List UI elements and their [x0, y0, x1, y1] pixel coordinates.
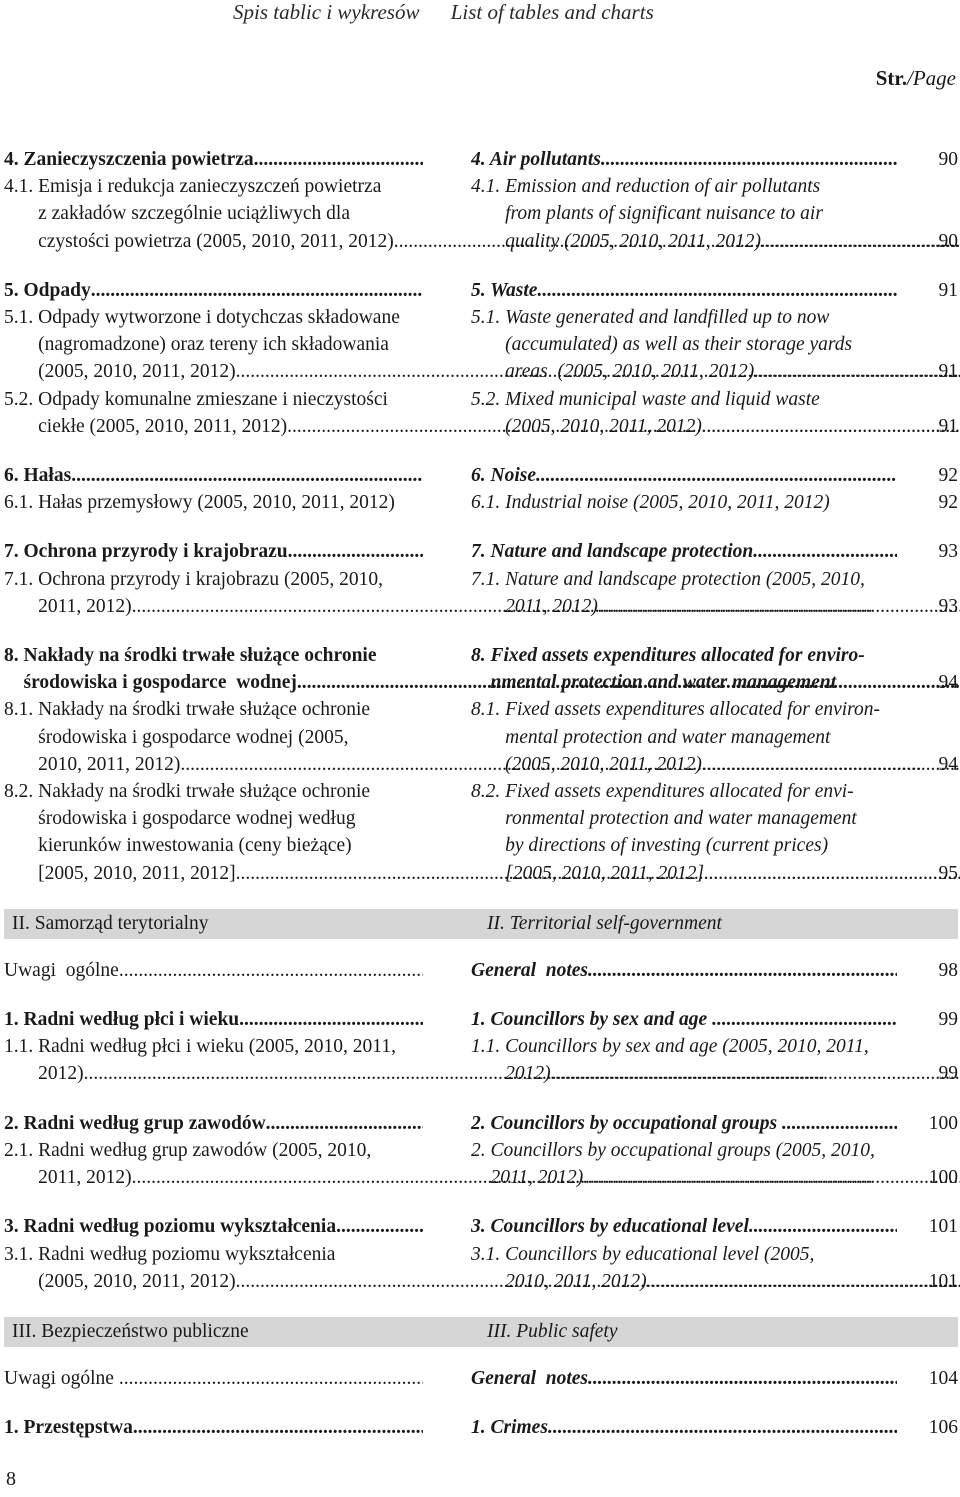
en-line: mental protection and water management: [505, 726, 831, 748]
toc-general: [4, 957, 958, 984]
pl-line: Odpady komunalne zmieszane i nieczystości: [38, 388, 388, 410]
en-col: [471, 277, 897, 304]
toc-section: [4, 538, 958, 620]
pl-entry: 6.1. Hałas przemysłowy (2005, 2010, 2011, 2012): [4, 489, 423, 516]
pl-line: Nakłady na środki trwałe służące ochronie: [23, 645, 377, 667]
en-line: Councillors by occupational groups (2005, 2010,: [490, 1139, 875, 1161]
page-ref: 100: [928, 1112, 958, 1134]
en-col: [471, 1414, 897, 1441]
en-heading: 4. Air pollutants .....: [471, 146, 897, 173]
toc-heading: [4, 538, 958, 565]
en-entry: 6.1. Industrial noise (2005, 2010, 2011, 2012): [471, 489, 897, 516]
pl-col: [4, 642, 423, 696]
pl-col: [4, 1137, 423, 1191]
toc-section: [4, 277, 958, 440]
toc-item: [4, 304, 958, 386]
en-line: 2011, 2012) .....: [505, 593, 960, 620]
part-band-2: II. Samorząd terytorialny II. Territorial self-government: [4, 909, 958, 939]
en-heading: 1. Crimes .....: [471, 1414, 897, 1441]
toc-section: [4, 1110, 958, 1192]
en-line: Fixed assets expenditures allocated for environ-: [505, 699, 881, 721]
en-col: [471, 1241, 897, 1295]
pl-entry: 4.1. Emisja i redukcja zanieczyszczeń powietrza z zakładów szczególnie uciążliwych dla czystości powietrza (2005, 2010, 2011, 2012) .....: [4, 173, 423, 255]
en-line: 2011, 2012) .....: [491, 1164, 960, 1191]
en-line: (accumulated) as well as their storage yards: [505, 334, 853, 356]
pl-col: [4, 304, 423, 386]
en-line: nmental protection and water management: [490, 672, 837, 694]
pl-col: [4, 277, 423, 304]
toc-heading: [4, 1006, 958, 1033]
pl-line: 2011, 2012) .....: [38, 1164, 873, 1191]
en-col: [471, 1137, 897, 1191]
en-col: [471, 1365, 897, 1392]
en-col: [471, 566, 897, 620]
en-col: [471, 1110, 897, 1137]
en-entry: 4.1. Emission and reduction of air pollutants from plants of significant nuisance to air quality (2005, 2010, 2011, 2012) .....: [471, 173, 897, 255]
en-line: Industrial noise (2005, 2010, 2011, 2012): [505, 492, 830, 514]
pl-line: z zakładów szczególnie uciążliwych dla: [38, 203, 350, 225]
page-ref: 91: [938, 415, 958, 437]
en-entry: 3.1. Councillors by educational level (2005, 2010, 2011, 2012) .....: [471, 1241, 897, 1295]
pl-entry: 1.1. Radni według płci i wieku (2005, 2010, 2011, 2012) .....: [4, 1033, 423, 1087]
en-line: Mixed municipal waste and liquid waste: [505, 388, 820, 410]
pl-col: [4, 538, 423, 565]
pl-line: Nakłady na środki trwałe służące ochronie: [38, 781, 371, 803]
toc-section: [4, 1213, 958, 1295]
pl-line: Odpady wytworzone i dotychczas składowane: [38, 307, 400, 329]
pl-col: [4, 1006, 423, 1033]
pl-col: [4, 566, 423, 620]
en-general: General notes .....: [471, 957, 897, 984]
en-heading: 5. Waste .....: [471, 277, 897, 304]
toc-section: [4, 1414, 958, 1441]
en-line: from plants of significant nuisance to air: [505, 203, 823, 225]
en-general: General notes .....: [471, 1365, 897, 1392]
pl-col: [4, 696, 423, 778]
en-col: [471, 1006, 897, 1033]
toc-heading: [4, 1213, 958, 1240]
en-heading: 7. Nature and landscape protection .....: [471, 538, 897, 565]
page-ref: 90: [938, 230, 958, 252]
pl-col: [4, 957, 423, 984]
pl-heading: 1. Przestępstwa .....: [4, 1414, 423, 1441]
toc-item: [4, 386, 958, 440]
pl-line: Hałas przemysłowy (2005, 2010, 2011, 2012): [38, 492, 395, 514]
pl-col: [4, 173, 423, 255]
en-col: [471, 462, 897, 489]
page-ref: 95: [938, 862, 958, 884]
en-line: (2005, 2010, 2011, 2012) .....: [505, 751, 960, 778]
en-line: Fixed assets expenditures allocated for envi-: [505, 781, 854, 803]
page-ref: 91: [938, 279, 958, 301]
toc-item: [4, 1137, 958, 1191]
toc-section: [4, 462, 958, 516]
en-line: [2005, 2010, 2011, 2012] .....: [505, 860, 960, 887]
page-ref: 94: [938, 672, 958, 694]
page-ref: 90: [938, 149, 958, 170]
pl-line: Radni według grup zawodów (2005, 2010,: [38, 1139, 372, 1161]
en-heading: 2. Councillors by occupational groups .....: [471, 1110, 897, 1137]
pl-general: Uwagi ogólne .....: [4, 957, 423, 984]
en-col: [471, 386, 897, 440]
pl-entry: 7.1. Ochrona przyrody i krajobrazu (2005, 2010, 2011, 2012) .....: [4, 566, 423, 620]
page-ref: 98: [938, 959, 958, 981]
header-english: List of tables and charts: [450, 0, 654, 24]
page-ref: 100: [928, 1167, 958, 1189]
toc-item: [4, 778, 958, 887]
pl-entry: 8.1. Nakłady na środki trwałe służące ochronie środowiska i gospodarce wodnej (2005, 2010, 2011, 2012) .....: [4, 696, 423, 778]
en-entry: 7.1. Nature and landscape protection (2005, 2010, 2011, 2012) .....: [471, 566, 897, 620]
page-ref: 93: [938, 541, 958, 563]
en-entry: 1.1. Councillors by sex and age (2005, 2010, 2011, 2012) .....: [471, 1033, 897, 1087]
toc-item: [4, 1241, 958, 1295]
pl-col: [4, 1110, 423, 1137]
pl-line: kierunków inwestowania (ceny bieżące): [38, 835, 352, 857]
pl-col: [4, 1241, 423, 1295]
toc-heading: [4, 146, 958, 173]
toc-item: [4, 489, 958, 516]
pl-line: środowiska i gospodarce wodnej (2005,: [38, 726, 349, 748]
en-line: Emission and reduction of air pollutants: [505, 176, 821, 198]
en-heading: 1. Councillors by sex and age .....: [471, 1006, 897, 1033]
pl-col: [4, 1033, 423, 1087]
toc-section: [4, 1365, 958, 1392]
pl-col: [4, 1414, 423, 1441]
pl-heading: 7. Ochrona przyrody i krajobrazu .....: [4, 538, 423, 565]
toc-general: [4, 1365, 958, 1392]
pl-heading: 4. Zanieczyszczenia powietrza .....: [4, 146, 423, 173]
toc-item: [4, 173, 958, 255]
page-ref: 91: [938, 361, 958, 383]
toc-section: [4, 146, 958, 255]
pl-heading: 5. Odpady .....: [4, 277, 423, 304]
pl-general: Uwagi ogólne .....: [4, 1365, 423, 1392]
toc-section: [4, 957, 958, 984]
pl-line: czystości powietrza (2005, 2010, 2011, 2012) .....: [38, 228, 960, 255]
pl-entry: 5.1. Odpady wytworzone i dotychczas składowane (nagromadzone) oraz tereny ich składowania (2005, 2010, 2011, 2012) .....: [4, 304, 423, 386]
pl-entry: 3.1. Radni według poziomu wykształcenia (2005, 2010, 2011, 2012) .....: [4, 1241, 423, 1295]
toc-item: [4, 566, 958, 620]
en-heading: 6. Noise .....: [471, 462, 897, 489]
page-ref: 99: [938, 1063, 958, 1085]
part-band-3: III. Bezpieczeństwo publiczne III. Public safety: [4, 1317, 958, 1347]
en-entry: 8.1. Fixed assets expenditures allocated for environ- mental protection and water management (2005, 2010, 2011, 2012) .....: [471, 696, 897, 778]
toc-heading: [4, 277, 958, 304]
en-col: [471, 696, 897, 778]
en-line: quality (2005, 2010, 2011, 2012) .....: [505, 228, 960, 255]
toc-heading: [4, 462, 958, 489]
en-col: [471, 538, 897, 565]
en-col: [471, 1213, 897, 1240]
en-entry: 8.2. Fixed assets expenditures allocated for envi- ronmental protection and water management by directions of investing (current prices) [2005, 2010, 2011, 2012] .....: [471, 778, 897, 887]
toc-section: [4, 1006, 958, 1088]
pl-line: środowiska i gospodarce wodnej według: [38, 808, 356, 830]
pl-heading: 2. Radni według grup zawodów .....: [4, 1110, 423, 1137]
pl-line: (2005, 2010, 2011, 2012) .....: [38, 1268, 960, 1295]
pl-line: Nakłady na środki trwałe służące ochronie: [38, 699, 371, 721]
toc-section: [4, 642, 958, 887]
en-line: Nature and landscape protection (2005, 2010,: [505, 568, 865, 590]
en-col: [471, 304, 897, 386]
en-heading: 3. Councillors by educational level .....: [471, 1213, 897, 1240]
pl-line: Radni według płci i wieku (2005, 2010, 2011,: [38, 1036, 396, 1058]
header-polish: Spis tablic i wykresów: [233, 0, 420, 24]
page-ref: 101: [928, 1216, 958, 1238]
en-line: areas (2005, 2010, 2011, 2012) .....: [505, 358, 960, 385]
pl-entry: 5.2. Odpady komunalne zmieszane i nieczystości ciekłe (2005, 2010, 2011, 2012) .....: [4, 386, 423, 440]
pl-col: [4, 146, 423, 173]
en-line: by directions of investing (current prices): [505, 835, 829, 857]
toc-heading: [4, 642, 958, 696]
page-ref: 92: [938, 492, 958, 514]
pl-line: 2010, 2011, 2012) .....: [38, 751, 921, 778]
pl-col: [4, 1365, 423, 1392]
en-line: Councillors by sex and age (2005, 2010, 2011,: [505, 1036, 869, 1058]
en-entry: 2. Councillors by occupational groups (2005, 2010, 2011, 2012) .....: [471, 1137, 897, 1191]
page-ref: 93: [938, 595, 958, 617]
page-ref: 106: [928, 1417, 958, 1439]
en-col: [471, 1033, 897, 1087]
pl-heading: 1. Radni według płci i wieku .....: [4, 1006, 423, 1033]
en-line: 2010, 2011, 2012) .....: [505, 1268, 960, 1295]
page-ref: 92: [938, 465, 958, 487]
en-col: [471, 173, 897, 255]
en-col: [471, 778, 897, 887]
pl-line: ciekłe (2005, 2010, 2011, 2012) .....: [38, 413, 960, 440]
en-col: [471, 957, 897, 984]
pl-col: [4, 489, 423, 516]
running-header: [233, 0, 680, 25]
pl-col: [4, 1213, 423, 1240]
en-entry: 8. Fixed assets expenditures allocated for enviro- nmental protection and water management: [471, 642, 897, 696]
pl-line: [2005, 2010, 2011, 2012] .....: [38, 860, 960, 887]
en-line: ronmental protection and water management: [505, 808, 857, 830]
page-ref: 94: [938, 753, 958, 775]
toc-heading: [4, 1414, 958, 1441]
toc-heading: [4, 1110, 958, 1137]
pl-col: [4, 778, 423, 887]
pl-line: Ochrona przyrody i krajobrazu (2005, 2010,: [38, 568, 384, 590]
pl-line: (2005, 2010, 2011, 2012) .....: [38, 358, 960, 385]
pl-line: Radni według poziomu wykształcenia: [38, 1243, 336, 1265]
en-col: [471, 146, 897, 173]
en-entry: 5.1. Waste generated and landfilled up to now (accumulated) as well as their storage yards areas (2005, 2010, 2011, 2012) .....: [471, 304, 897, 386]
pl-entry: 8. Nakłady na środki trwałe służące ochronie środowiska i gospodarce wodnej .....: [4, 642, 423, 696]
page-ref: 99: [938, 1009, 958, 1031]
page-number: 8: [6, 1468, 16, 1490]
table-of-contents: [4, 146, 958, 1463]
page-ref: 104: [928, 1367, 958, 1389]
pl-line: 2012) .....: [38, 1060, 825, 1087]
toc-item: [4, 1033, 958, 1087]
pl-line: środowiska i gospodarce wodnej .....: [24, 669, 960, 696]
pl-line: 2011, 2012) .....: [38, 593, 873, 620]
pl-heading: 6. Hałas .....: [4, 462, 423, 489]
en-entry: 5.2. Mixed municipal waste and liquid waste (2005, 2010, 2011, 2012) .....: [471, 386, 897, 440]
en-line: Councillors by educational level (2005,: [505, 1243, 815, 1265]
pl-col: [4, 462, 423, 489]
pl-line: (nagromadzone) oraz tereny ich składowania: [38, 334, 389, 356]
toc-item: [4, 696, 958, 778]
pl-heading: 3. Radni według poziomu wykształcenia .....: [4, 1213, 423, 1240]
en-line: 2012) .....: [505, 1060, 960, 1087]
pl-col: [4, 386, 423, 440]
en-col: [471, 489, 897, 516]
en-line: (2005, 2010, 2011, 2012) .....: [505, 413, 960, 440]
pl-line: Emisja i redukcja zanieczyszczeń powietrza: [38, 176, 382, 198]
en-line: Fixed assets expenditures allocated for enviro-: [490, 645, 865, 667]
pl-entry: 8.2. Nakłady na środki trwałe służące ochronie środowiska i gospodarce wodnej według kierunków inwestowania (ceny bieżące) [2005, 2010, 2011, 2012] .....: [4, 778, 423, 887]
page-column-label: Str./Page: [875, 66, 956, 90]
en-line: Waste generated and landfilled up to now: [505, 307, 830, 329]
page-ref: 101: [928, 1270, 958, 1292]
pl-entry: 2.1. Radni według grup zawodów (2005, 2010, 2011, 2012) .....: [4, 1137, 423, 1191]
en-col: [471, 642, 897, 696]
